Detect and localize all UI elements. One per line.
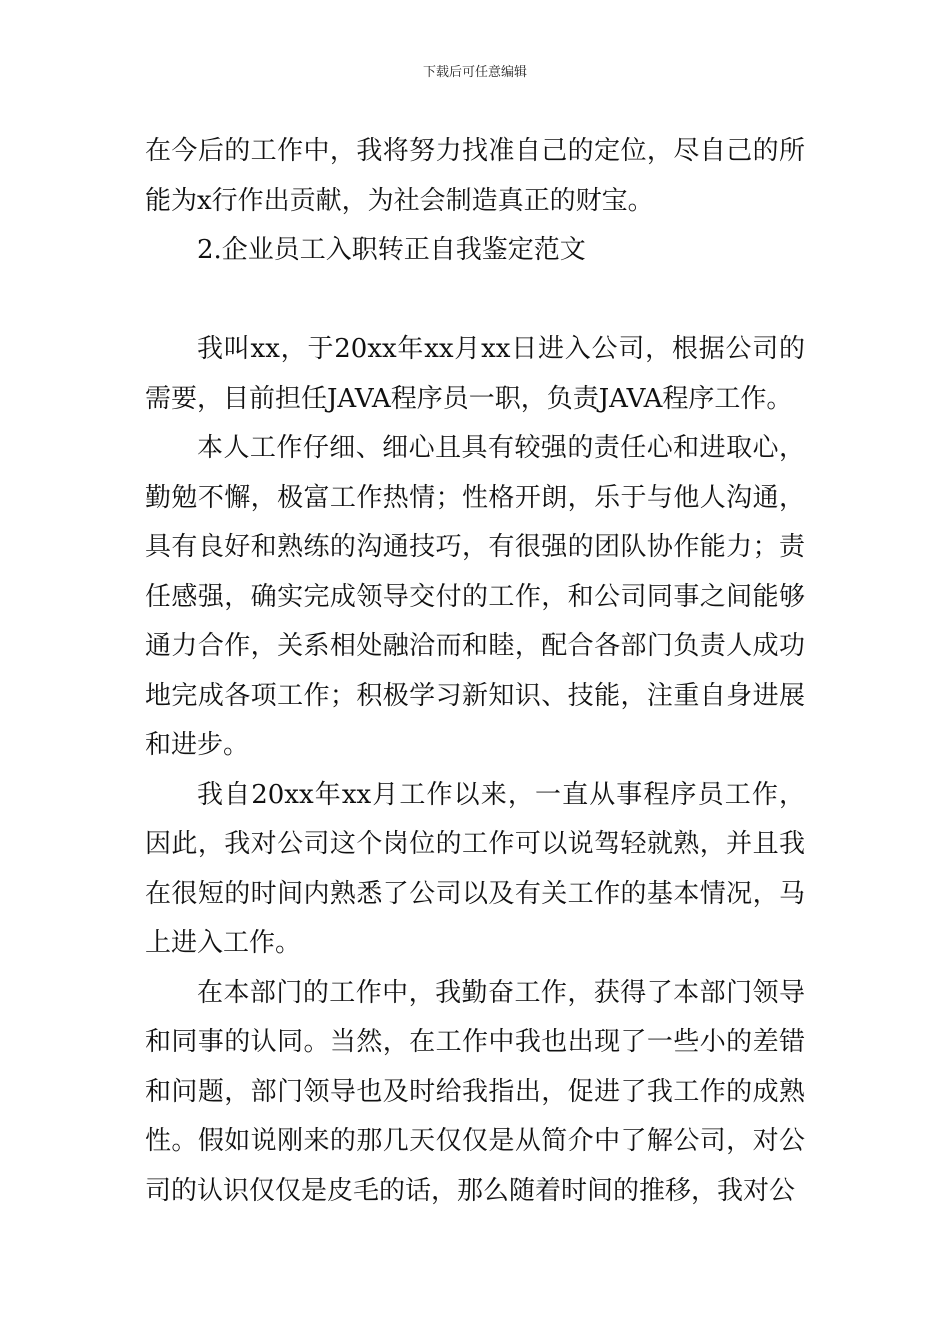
blank-line bbox=[145, 276, 805, 326]
paragraph-4: 我自20xx年xx月工作以来，一直从事程序员工作，因此，我对公司这个岗位的工作可以说驾轻就熟，并且我在很短的时间内熟悉了公司以及有关工作的基本情况，马上进入工作。 bbox=[145, 779, 805, 958]
page-header: 下载后可任意编辑 bbox=[422, 65, 527, 80]
document-body bbox=[145, 127, 805, 1216]
paragraph-1: 在今后的工作中，我将努力找准自己的定位，尽自己的所能为x行作出贡献，为社会制造真正的财宝。 bbox=[145, 136, 805, 216]
section-heading: 2.企业员工入职转正自我鉴定范文 bbox=[197, 235, 586, 265]
paragraph-2: 我叫xx，于20xx年xx月xx日进入公司，根据公司的需要，目前担任JAVA程序员一职，负责JAVA程序工作。 bbox=[145, 334, 805, 414]
paragraph-3: 本人工作仔细、细心且具有较强的责任心和进取心，勤勉不懈，极富工作热情；性格开朗，乐于与他人沟通，具有良好和熟练的沟通技巧，有很强的团队协作能力；责任感强，确实完成领导交付的工作，和公司同事之间能够通力合作，关系相处融洽而和睦，配合各部门负责人成功地完成各项工作；积极学习新知识、技能，注重自身进展和进步。 bbox=[145, 433, 805, 760]
paragraph-5: 在本部门的工作中，我勤奋工作，获得了本部门领导和同事的认同。当然，在工作中我也出现了一些小的差错和问题，部门领导也及时给我指出，促进了我工作的成熟性。假如说刚来的那几天仅仅是从简介中了解公司，对公司的认识仅仅是皮毛的话，那么随着时间的推移，我对公 bbox=[145, 977, 805, 1206]
